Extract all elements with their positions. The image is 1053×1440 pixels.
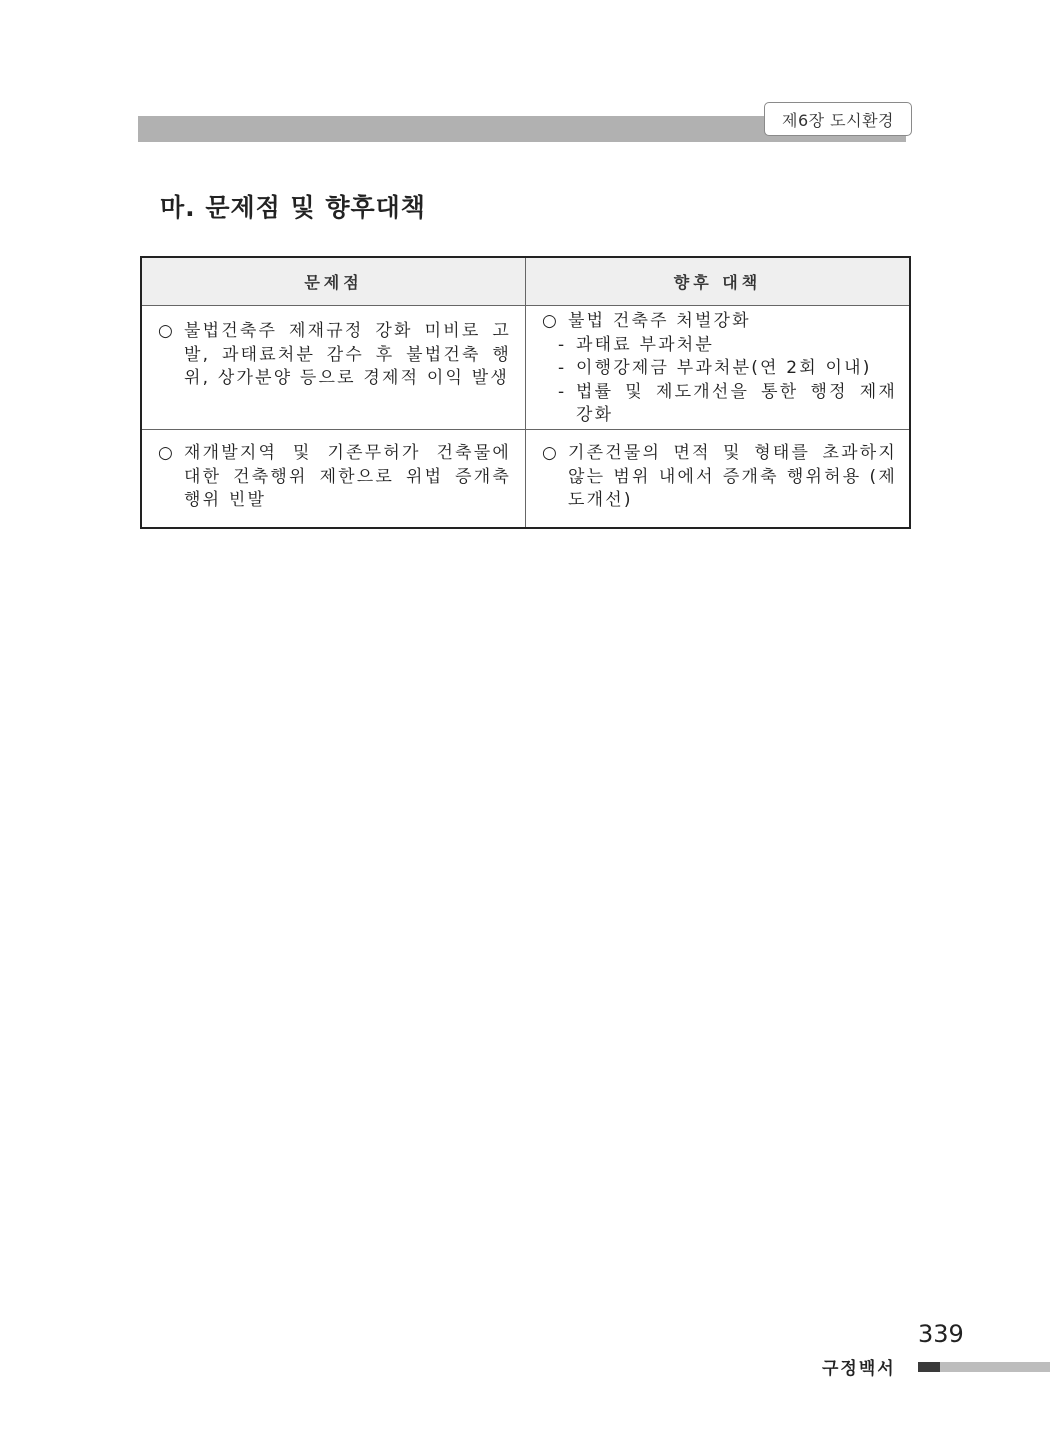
solution-sub: 이행강제금 부과처분(연 2회 이내) bbox=[576, 358, 872, 378]
table-row bbox=[141, 430, 910, 528]
solution-main: 불법 건축주 처벌강화 bbox=[568, 311, 751, 331]
page-number: 339 bbox=[918, 1320, 964, 1348]
dash-icon: - bbox=[558, 381, 567, 402]
problem-text: 불법건축주 제재규정 강화 미비로 고발, 과태료처분 감수 후 불법건축 행위, 상가분양 등으로 경제적 이익 발생 bbox=[184, 321, 511, 388]
header-solution: 향후 대책 bbox=[526, 257, 911, 306]
bullet-icon: ○ bbox=[542, 311, 560, 331]
bullet-icon: ○ bbox=[158, 321, 176, 341]
solution-sub: 법률 및 제도개선을 통한 행정 제재 강화 bbox=[576, 381, 897, 425]
bullet-icon: ○ bbox=[158, 443, 176, 463]
solution-main: 기존건물의 면적 및 형태를 초과하지 않는 범위 내에서 증개축 행위허용 (제도개선) bbox=[568, 443, 897, 510]
footer-bar-dark bbox=[918, 1362, 940, 1372]
solution-sub: 과태료 부과처분 bbox=[576, 334, 714, 355]
problem-text: 재개발지역 및 기존무허가 건축물에 대한 건축행위 제한으로 위법 증개축 행위 빈발 bbox=[184, 443, 511, 510]
problem-cell bbox=[141, 430, 526, 528]
dash-icon: - bbox=[558, 358, 567, 378]
table-row bbox=[141, 306, 910, 430]
footer-bar-light bbox=[940, 1362, 1050, 1372]
issues-table bbox=[140, 256, 911, 529]
bullet-icon: ○ bbox=[542, 443, 560, 463]
solution-cell bbox=[526, 430, 911, 528]
section-title: 마. 문제점 및 향후대책 bbox=[160, 193, 426, 222]
chapter-label: 제6장 도시환경 bbox=[764, 102, 912, 136]
header-problem: 문제점 bbox=[141, 257, 526, 306]
table-header-row bbox=[141, 257, 910, 306]
dash-icon: - bbox=[558, 334, 567, 355]
solution-cell bbox=[526, 306, 911, 430]
book-title: 구정백서 bbox=[822, 1359, 896, 1379]
problem-cell bbox=[141, 306, 526, 430]
